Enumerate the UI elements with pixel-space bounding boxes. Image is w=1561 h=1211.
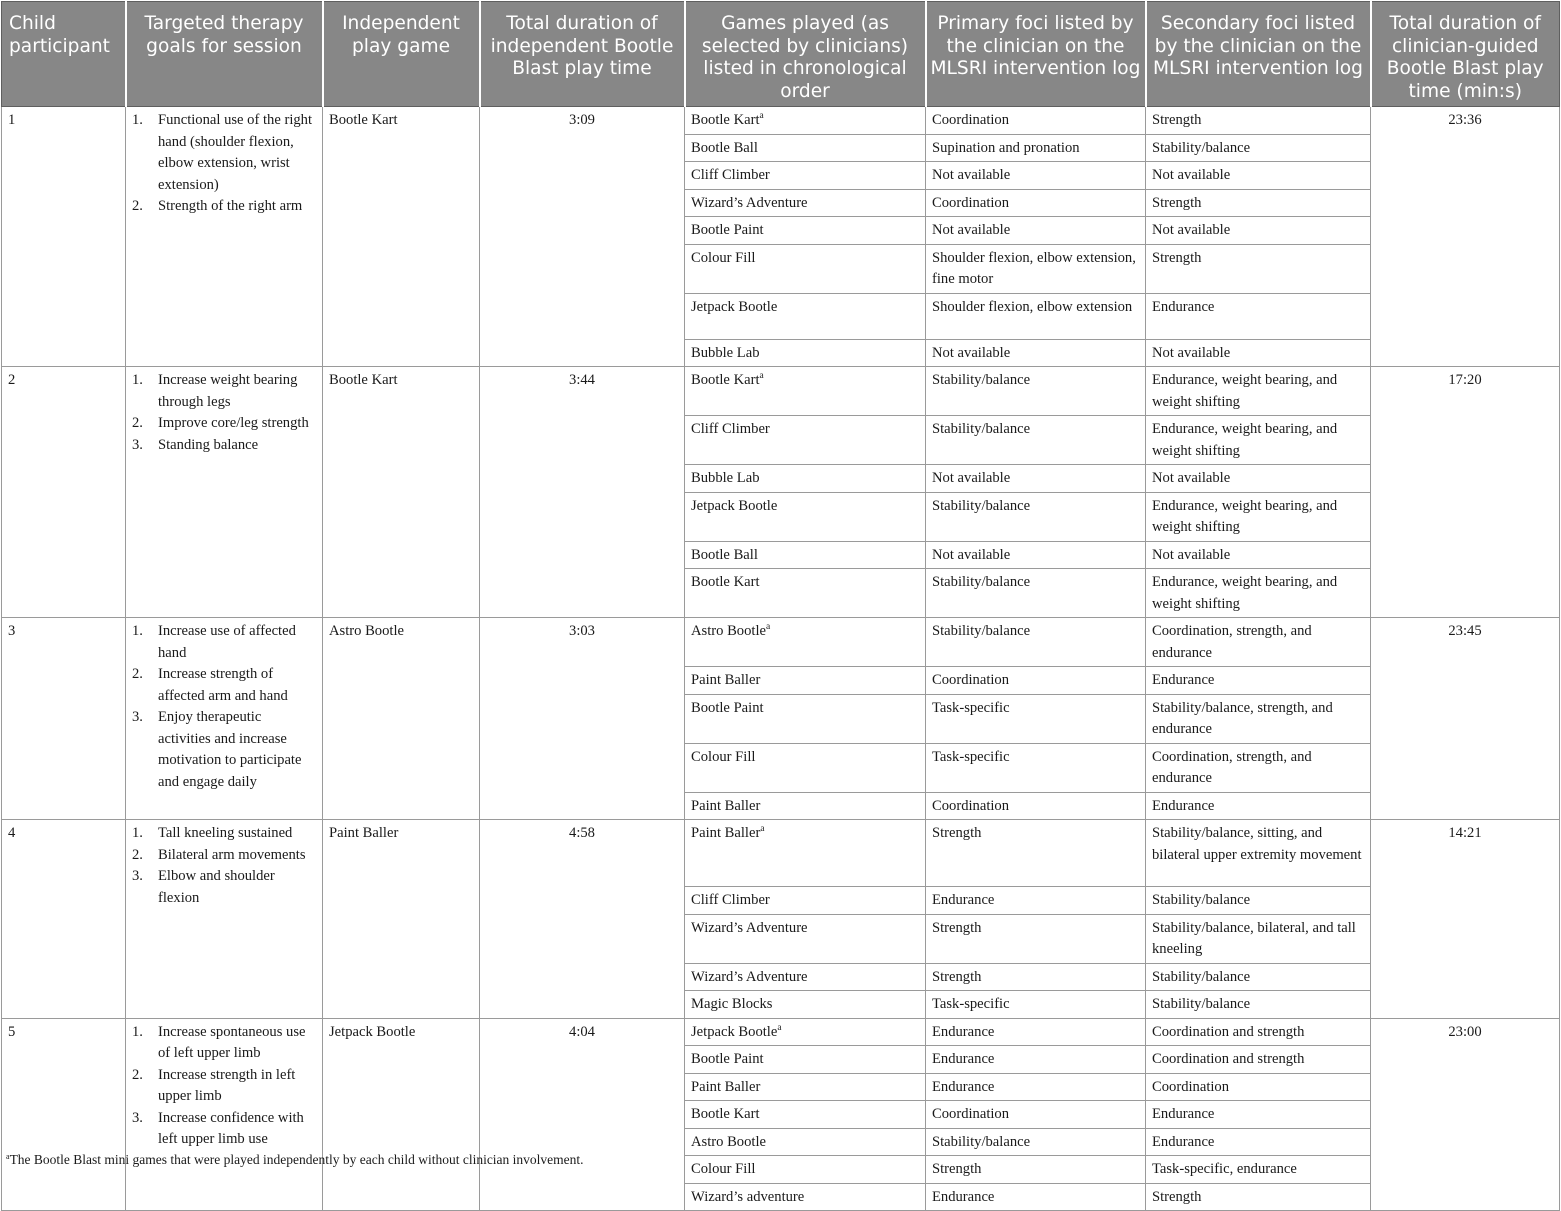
game-name-cell: [685, 541, 926, 569]
secondary-foci: Stability/balance: [1146, 963, 1371, 991]
guided-duration: 23:00: [1371, 1018, 1560, 1211]
game-name: Paint Baller: [691, 1078, 761, 1095]
participant-id: 2: [2, 367, 126, 618]
secondary-foci: Strength: [1146, 1183, 1371, 1211]
game-name: Magic Blocks: [691, 996, 773, 1012]
independent-game: Astro Bootle: [323, 618, 480, 820]
table-body: [2, 107, 1560, 1211]
secondary-foci: Stability/balance: [1146, 887, 1371, 915]
secondary-foci: Endurance: [1146, 293, 1371, 339]
guided-duration: 23:36: [1371, 107, 1560, 367]
game-name: Astro Bootle: [691, 623, 766, 639]
header-guided-duration: Total duration of clinician-guided Bootle Blast play time (min:s): [1371, 2, 1560, 107]
table-row: [2, 618, 1560, 667]
game-name-cell: [685, 1018, 926, 1046]
header-primary-foci: Primary foci listed by the clinician on the MLSRI intervention log: [926, 2, 1146, 107]
secondary-foci: Endurance: [1146, 792, 1371, 820]
goal-text: Increase use of affected hand: [158, 623, 296, 661]
secondary-foci: Strength: [1146, 244, 1371, 293]
game-name-cell: [685, 244, 926, 293]
game-name-cell: [685, 569, 926, 618]
goal-item: [132, 845, 316, 867]
game-name-cell: [685, 107, 926, 135]
secondary-foci: Endurance: [1146, 1101, 1371, 1129]
primary-foci: Not available: [926, 541, 1146, 569]
therapy-goals-cell: [126, 107, 323, 367]
primary-foci: Supination and pronation: [926, 134, 1146, 162]
secondary-foci: Not available: [1146, 339, 1371, 367]
goal-item: [132, 1022, 316, 1065]
primary-foci: Coordination: [926, 107, 1146, 135]
primary-foci: Not available: [926, 162, 1146, 190]
game-name-cell: [685, 667, 926, 695]
primary-foci: Stability/balance: [926, 1128, 1146, 1156]
primary-foci: Stability/balance: [926, 416, 1146, 465]
primary-foci: Endurance: [926, 887, 1146, 915]
independent-duration: 3:09: [480, 107, 685, 367]
independent-game: Bootle Kart: [323, 367, 480, 618]
goal-number: 3.: [132, 868, 143, 884]
primary-foci: Endurance: [926, 1018, 1146, 1046]
primary-foci: Task-specific: [926, 991, 1146, 1019]
game-name-cell: [685, 293, 926, 339]
game-name-cell: [685, 618, 926, 667]
independent-mark: a: [759, 371, 764, 381]
goal-number: 1.: [132, 825, 143, 841]
secondary-foci: Coordination and strength: [1146, 1018, 1371, 1046]
goal-text: Enjoy therapeutic activities and increase motivation to participate and engage daily: [158, 709, 302, 790]
participant-id: 1: [2, 107, 126, 367]
secondary-foci: Task-specific, endurance: [1146, 1156, 1371, 1184]
secondary-foci: Not available: [1146, 465, 1371, 493]
secondary-foci: Endurance, weight bearing, and weight shifting: [1146, 492, 1371, 541]
header-therapy-goals: Targeted therapy goals for session: [126, 2, 323, 107]
primary-foci: Strength: [926, 1156, 1146, 1184]
therapy-goals-cell: [126, 1018, 323, 1211]
independent-game: Jetpack Bootle: [323, 1018, 480, 1211]
header-independent-game: Independent play game: [323, 2, 480, 107]
therapy-goals-cell: [126, 618, 323, 820]
game-name-cell: [685, 1183, 926, 1211]
goal-text: Bilateral arm movements: [158, 846, 306, 863]
secondary-foci: Stability/balance, strength, and endurance: [1146, 694, 1371, 743]
primary-foci: Coordination: [926, 1101, 1146, 1129]
goal-item: [132, 110, 316, 196]
goal-number: 2.: [132, 846, 143, 863]
header-child-participant: Child participant: [2, 2, 126, 107]
secondary-foci: Stability/balance: [1146, 134, 1371, 162]
game-name: Cliff Climber: [691, 892, 770, 908]
game-name: Wizard’s Adventure: [691, 194, 808, 211]
primary-foci: Stability/balance: [926, 492, 1146, 541]
participant-id: 5: [2, 1018, 126, 1211]
secondary-foci: Endurance: [1146, 1128, 1371, 1156]
goals-list: [132, 1022, 316, 1151]
game-name: Astro Bootle: [691, 1133, 766, 1150]
goal-item: [132, 196, 316, 218]
primary-foci: Shoulder flexion, elbow extension, fine motor: [926, 244, 1146, 293]
primary-foci: Not available: [926, 465, 1146, 493]
guided-duration: 17:20: [1371, 367, 1560, 618]
primary-foci: Coordination: [926, 189, 1146, 217]
secondary-foci: Coordination, strength, and endurance: [1146, 618, 1371, 667]
goal-number: 3.: [132, 1109, 143, 1126]
goal-text: Increase spontaneous use of left upper limb: [158, 1023, 306, 1061]
game-name-cell: [685, 820, 926, 887]
game-name-cell: [685, 914, 926, 963]
primary-foci: Task-specific: [926, 694, 1146, 743]
secondary-foci: Coordination and strength: [1146, 1046, 1371, 1074]
game-name-cell: [685, 1073, 926, 1101]
independent-duration: 4:04: [480, 1018, 685, 1211]
secondary-foci: Not available: [1146, 162, 1371, 190]
primary-foci: Coordination: [926, 667, 1146, 695]
goal-text: Strength of the right arm: [158, 198, 303, 214]
game-name-cell: [685, 1156, 926, 1184]
footnote-mark: a: [6, 1152, 10, 1161]
game-name-cell: [685, 963, 926, 991]
primary-foci: Stability/balance: [926, 618, 1146, 667]
goal-text: Increase strength of affected arm and hand: [158, 666, 288, 704]
table-row: [2, 820, 1560, 887]
header-independent-duration: Total duration of independent Bootle Blast play time: [480, 2, 685, 107]
game-name-cell: [685, 189, 926, 217]
primary-foci: Task-specific: [926, 743, 1146, 792]
table-row: [2, 367, 1560, 416]
primary-foci: Endurance: [926, 1046, 1146, 1074]
goal-number: 2.: [132, 1066, 143, 1083]
secondary-foci: Not available: [1146, 217, 1371, 245]
game-name-cell: [685, 792, 926, 820]
game-name: Bubble Lab: [691, 470, 760, 486]
independent-mark: a: [760, 824, 765, 834]
independent-duration: 3:03: [480, 618, 685, 820]
game-name-cell: [685, 367, 926, 416]
independent-mark: a: [766, 622, 771, 632]
game-name: Paint Baller: [691, 825, 761, 841]
goal-text: Standing balance: [158, 436, 259, 453]
game-name: Paint Baller: [691, 797, 761, 814]
goal-text: Improve core/leg strength: [158, 415, 309, 431]
goal-text: Elbow and shoulder flexion: [158, 868, 275, 906]
table-row: [2, 107, 1560, 135]
game-name: Wizard’s Adventure: [691, 968, 808, 985]
game-name: Wizard’s Adventure: [691, 919, 808, 936]
independent-duration: 3:44: [480, 367, 685, 618]
table-row: [2, 1018, 1560, 1046]
game-name: Bootle Kart: [691, 574, 760, 590]
goal-text: Functional use of the right hand (shoulder flexion, elbow extension, wrist extension): [158, 112, 313, 193]
game-name: Bootle Ball: [691, 139, 758, 156]
independent-duration: 4:58: [480, 820, 685, 1019]
goals-list: [132, 370, 316, 456]
primary-foci: Strength: [926, 820, 1146, 887]
secondary-foci: Strength: [1146, 107, 1371, 135]
secondary-foci: Not available: [1146, 541, 1371, 569]
primary-foci: Endurance: [926, 1073, 1146, 1101]
secondary-foci: Endurance, weight bearing, and weight shifting: [1146, 569, 1371, 618]
game-name: Bubble Lab: [691, 344, 760, 361]
header-row: [2, 2, 1560, 107]
game-name: Jetpack Bootle: [691, 1023, 778, 1040]
therapy-sessions-table: [1, 1, 1560, 1211]
goal-item: [132, 1108, 316, 1151]
primary-foci: Stability/balance: [926, 569, 1146, 618]
game-name-cell: [685, 694, 926, 743]
game-name: Jetpack Bootle: [691, 298, 778, 315]
independent-game: Paint Baller: [323, 820, 480, 1019]
game-name: Colour Fill: [691, 748, 756, 765]
game-name: Cliff Climber: [691, 167, 770, 183]
goal-number: 2.: [132, 415, 143, 431]
secondary-foci: Coordination: [1146, 1073, 1371, 1101]
game-name: Bootle Paint: [691, 222, 764, 238]
goal-text: Increase confidence with left upper limb use: [158, 1109, 304, 1147]
primary-foci: Strength: [926, 914, 1146, 963]
goal-text: Increase weight bearing through legs: [158, 372, 298, 410]
goals-list: [132, 823, 316, 909]
primary-foci: Strength: [926, 963, 1146, 991]
game-name: Colour Fill: [691, 1161, 756, 1177]
goal-number: 1.: [132, 1023, 143, 1040]
goal-item: [132, 621, 316, 664]
game-name: Bootle Paint: [691, 699, 764, 716]
game-name-cell: [685, 162, 926, 190]
game-name: Bootle Kart: [691, 372, 760, 388]
participant-id: 4: [2, 820, 126, 1019]
guided-duration: 14:21: [1371, 820, 1560, 1019]
secondary-foci: Stability/balance: [1146, 991, 1371, 1019]
game-name-cell: [685, 339, 926, 367]
goal-item: [132, 413, 316, 435]
footnote-text: The Bootle Blast mini games that were played independently by each child without clinician involvement.: [9, 1152, 584, 1167]
game-name: Paint Baller: [691, 672, 761, 688]
game-name: Bootle Kart: [691, 112, 760, 128]
primary-foci: Not available: [926, 217, 1146, 245]
primary-foci: Stability/balance: [926, 367, 1146, 416]
primary-foci: Not available: [926, 339, 1146, 367]
goal-item: [132, 664, 316, 707]
game-name: Jetpack Bootle: [691, 497, 778, 514]
goal-number: 3.: [132, 709, 143, 725]
goals-list: [132, 621, 316, 793]
secondary-foci: Endurance, weight bearing, and weight shifting: [1146, 416, 1371, 465]
goals-list: [132, 110, 316, 218]
header-secondary-foci: Secondary foci listed by the clinician on the MLSRI intervention log: [1146, 2, 1371, 107]
independent-mark: a: [759, 111, 764, 121]
therapy-goals-cell: [126, 820, 323, 1019]
participant-id: 3: [2, 618, 126, 820]
game-name-cell: [685, 492, 926, 541]
secondary-foci: Stability/balance, sitting, and bilateral upper extremity movement: [1146, 820, 1371, 887]
secondary-foci: Coordination, strength, and endurance: [1146, 743, 1371, 792]
game-name-cell: [685, 1101, 926, 1129]
primary-foci: Endurance: [926, 1183, 1146, 1211]
independent-mark: a: [777, 1022, 782, 1033]
goal-number: 2.: [132, 198, 143, 214]
game-name-cell: [685, 1046, 926, 1074]
game-name: Bootle Paint: [691, 1051, 764, 1067]
goal-item: [132, 823, 316, 845]
game-name: Bootle Ball: [691, 546, 758, 563]
goal-item: [132, 435, 316, 457]
game-name: Colour Fill: [691, 249, 756, 266]
game-name-cell: [685, 1128, 926, 1156]
goal-number: 3.: [132, 436, 143, 453]
primary-foci: Coordination: [926, 792, 1146, 820]
game-name-cell: [685, 465, 926, 493]
game-name-cell: [685, 217, 926, 245]
secondary-foci: Endurance: [1146, 667, 1371, 695]
goal-number: 1.: [132, 623, 143, 639]
goal-item: [132, 866, 316, 909]
goal-item: [132, 707, 316, 793]
secondary-foci: Strength: [1146, 189, 1371, 217]
guided-duration: 23:45: [1371, 618, 1560, 820]
goal-text: Increase strength in left upper limb: [158, 1066, 296, 1104]
secondary-foci: Stability/balance, bilateral, and tall kneeling: [1146, 914, 1371, 963]
footnote: [6, 1152, 584, 1168]
game-name: Wizard’s adventure: [691, 1188, 805, 1205]
goal-item: [132, 370, 316, 413]
game-name-cell: [685, 991, 926, 1019]
game-name-cell: [685, 887, 926, 915]
goal-number: 1.: [132, 372, 143, 388]
goal-number: 2.: [132, 666, 143, 682]
goal-number: 1.: [132, 112, 143, 128]
game-name-cell: [685, 134, 926, 162]
game-name-cell: [685, 416, 926, 465]
header-games-played: Games played (as selected by clinicians) listed in chronological order: [685, 2, 926, 107]
primary-foci: Shoulder flexion, elbow extension: [926, 293, 1146, 339]
game-name: Bootle Kart: [691, 1106, 760, 1122]
goal-item: [132, 1065, 316, 1108]
goal-text: Tall kneeling sustained: [158, 825, 293, 841]
therapy-goals-cell: [126, 367, 323, 618]
independent-game: Bootle Kart: [323, 107, 480, 367]
secondary-foci: Endurance, weight bearing, and weight shifting: [1146, 367, 1371, 416]
game-name-cell: [685, 743, 926, 792]
game-name: Cliff Climber: [691, 421, 770, 437]
